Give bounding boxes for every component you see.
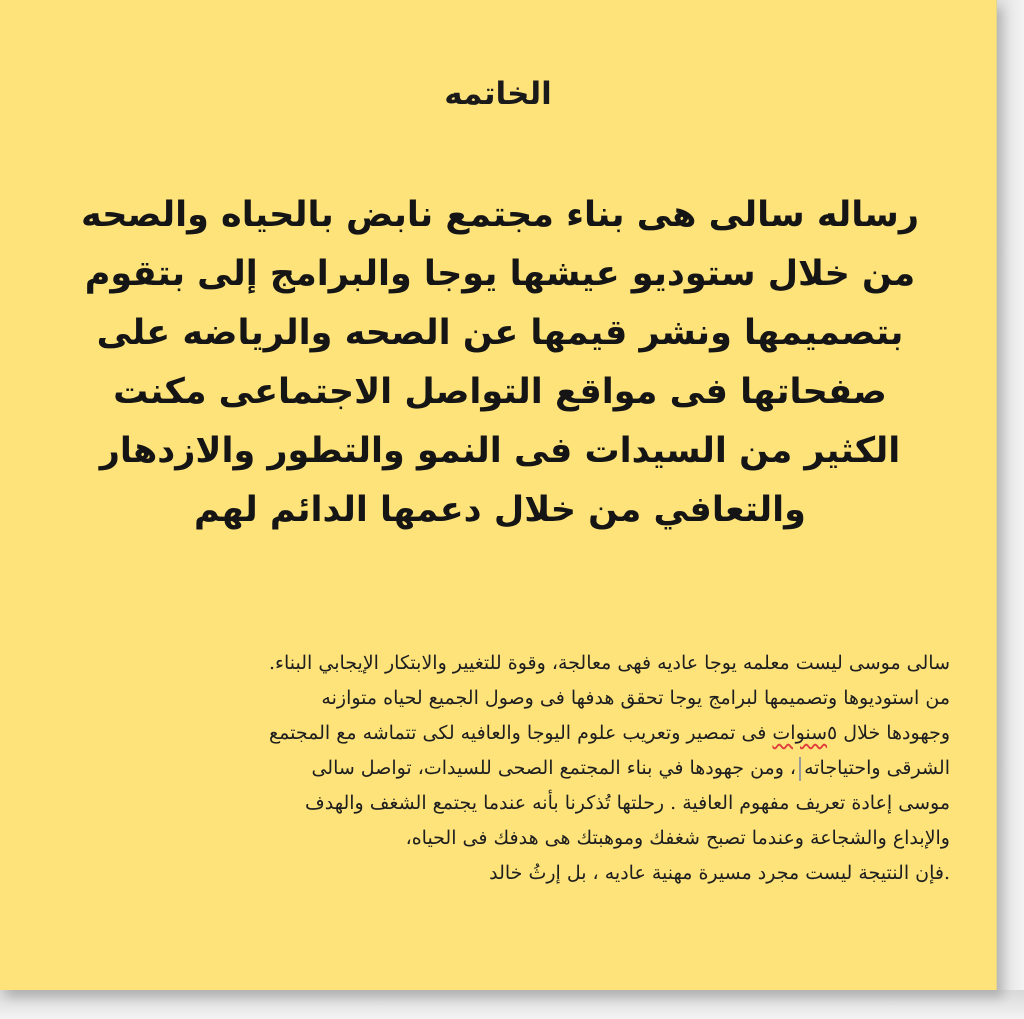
body-line[interactable]: موسى إعادة تعريف مفهوم العافية . رحلتها تُذكرنا بأنه عندما يجتمع الشغف والهدف xyxy=(305,792,950,814)
document-title[interactable]: الخاتمه xyxy=(444,76,552,112)
body-text-segment: الشرقى واحتياجاته xyxy=(804,757,950,779)
body-line[interactable]: .فإن النتيجة ليست مجرد مسيرة مهنية عاديه ، بل إرثُ خالد xyxy=(489,862,950,884)
page-edge-shadow-right xyxy=(996,0,1024,1019)
body-line[interactable] xyxy=(110,751,950,786)
body-line[interactable]: والإبداع والشجاعة وعندما تصبح شغفك وموهبتك هى هدفك فى الحياه، xyxy=(405,827,950,849)
headline-line[interactable]: بتصميمها ونشر قيمها عن الصحه والرياضه على xyxy=(96,313,904,353)
body-line[interactable] xyxy=(110,716,950,751)
headline-line[interactable]: والتعافي من خلال دعمها الدائم لهم xyxy=(194,490,806,530)
headline-line[interactable]: صفحاتها فى مواقع التواصل الاجتماعى مكنت xyxy=(113,372,887,412)
page-edge-shadow-bottom xyxy=(0,990,1024,1019)
body-text-segment: وجهودها خلال ٥ xyxy=(827,722,950,744)
body-text-segment: ، ومن جهودها في بناء المجتمع الصحى للسيدات، تواصل سالى xyxy=(311,757,797,779)
text-cursor xyxy=(799,757,801,781)
headline-line[interactable]: رساله سالى هى بناء مجتمع نابض بالحياه والصحه xyxy=(81,195,919,235)
body-line[interactable]: من استوديوها وتصميمها لبرامج يوجا تحقق هدفها فى وصول الجميع لحياه متوازنه xyxy=(321,687,950,709)
body-paragraph[interactable] xyxy=(110,646,950,891)
headline-line[interactable]: الكثير من السيدات فى النمو والتطور والازدهار xyxy=(99,431,901,471)
body-line[interactable]: سالى موسى ليست معلمه يوجا عاديه فهى معالجة، وقوة للتغيير والابتكار الإيجابي البناء. xyxy=(269,652,950,674)
body-text-segment: فى تمصير وتعريب علوم اليوجا والعافيه لكى تتماشه مع المجتمع xyxy=(269,722,773,744)
headline-line[interactable]: من خلال ستوديو عيشها يوجا والبرامج إلى بتقوم xyxy=(84,254,916,294)
spellcheck-flagged-word[interactable]: سنوات xyxy=(772,722,828,744)
headline-paragraph[interactable] xyxy=(40,186,960,540)
